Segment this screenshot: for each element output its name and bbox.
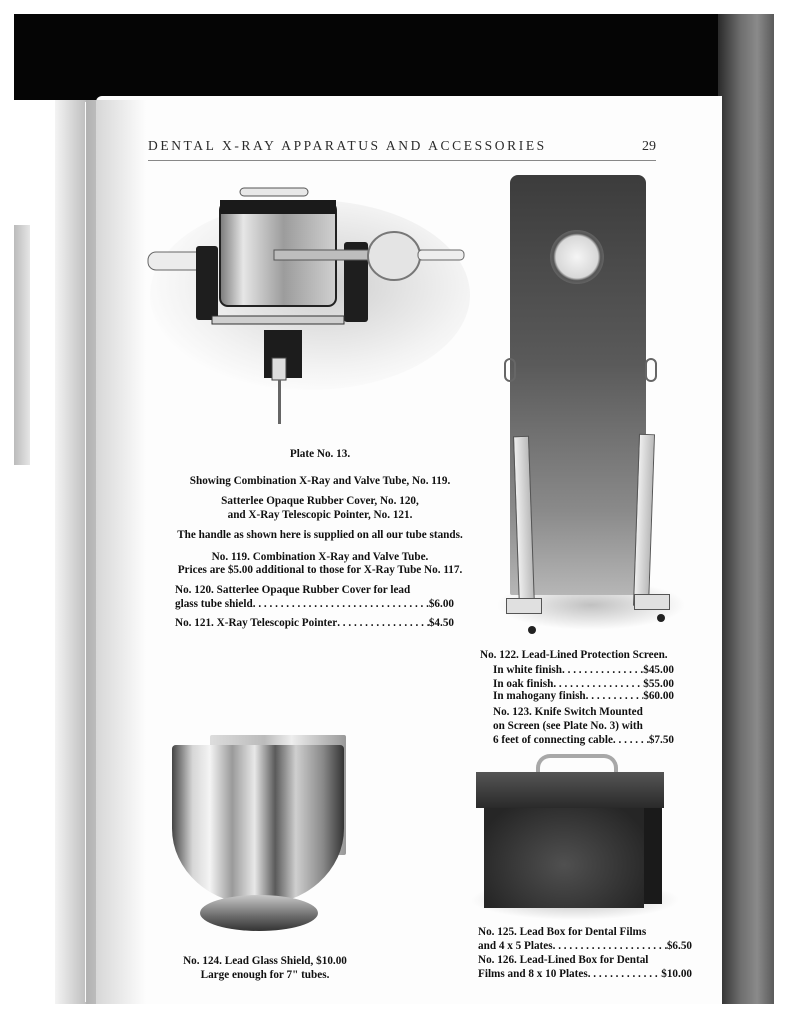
caster-wheel [657,614,665,622]
item-121-label: No. 121. X-Ray Telescopic Pointer [175,617,338,629]
item-120-label: glass tube shield [175,598,253,610]
plate-caption: Plate No. 13. [289,448,351,460]
item-122-title: No. 122. Lead-Lined Protection Screen. [480,649,668,661]
leader-dots [337,616,429,630]
item-120-line-2 [175,597,454,611]
facing-page-strip [14,225,30,465]
item-123-line-1: No. 123. Knife Switch Mounted [493,706,643,718]
handle-note: The handle as shown here is supplied on all our tube stands. [177,529,463,541]
item-125-line-1: No. 125. Lead Box for Dental Films [478,926,647,938]
item-123-label: 6 feet of connecting cable [493,734,613,746]
item-124-line-1: No. 124. Lead Glass Shield, $10.00 [183,955,347,967]
cover-description-line-1: Satterlee Opaque Rubber Cover, No. 120, [221,495,419,507]
item-121-line [175,616,454,630]
screen-foot-left [506,598,542,614]
xray-tube-icon [140,180,480,440]
item-126-label: Films and 8 x 10 Plates [478,968,588,980]
leader-dots [588,967,662,981]
item-125-line-2 [478,939,692,953]
cover-description-line-2: and X-Ray Telescopic Pointer, No. 121. [227,509,413,521]
item-126-line-2 [478,967,692,981]
finish-label: In white finish [493,664,563,676]
item-126-price: $10.00 [661,968,692,980]
box-side [644,808,662,904]
leader-dots [253,597,429,611]
item-123-line-2: on Screen (see Plate No. 3) with [493,720,643,732]
item-121-price: $4.50 [428,617,454,629]
scan-dark-border-top [14,14,774,102]
item-124-line-2: Large enough for 7" tubes. [200,969,330,981]
box-body [484,800,644,908]
item-123-price: $7.50 [648,734,674,746]
scan-dark-border-right [718,14,774,1004]
box-lid [476,772,664,808]
shield-bowl [172,745,344,905]
caster-wheel [528,626,536,634]
plate-showing-line: Showing Combination X-Ray and Valve Tube, No. 119. [189,475,451,487]
finish-price: $55.00 [643,678,674,690]
finish-label: In oak finish [493,678,554,690]
running-header [148,138,656,155]
finish-row-white [493,663,674,677]
finish-price: $45.00 [643,664,674,676]
item-126-line-1: No. 126. Lead-Lined Box for Dental [478,954,649,966]
leader-dots [562,663,643,677]
page-number: 29 [642,139,656,154]
shield-base [200,895,318,931]
screen-handle-right [645,358,657,382]
screen-viewing-window [550,230,604,284]
item-120-line-1: No. 120. Satterlee Opaque Rubber Cover for lead [175,584,411,596]
finish-row-mahogany [493,689,674,703]
item-120-price: $6.00 [428,598,454,610]
item-123-line-3 [493,733,674,747]
leader-dots [586,689,644,703]
item-119-title: No. 119. Combination X-Ray and Valve Tube. [211,551,429,563]
screen-handle-left [504,358,516,382]
screen-foot-right [634,594,670,610]
header-rule [148,160,656,161]
page-curl-shadow [86,100,146,1004]
running-header-title: DENTAL X-RAY APPARATUS AND ACCESSORIES [148,138,547,153]
finish-label: In mahogany finish [493,690,586,702]
item-125-price: $6.50 [666,940,692,952]
xray-tube-illustration [140,180,480,440]
item-119-price-note: Prices are $5.00 additional to those for X-Ray Tube No. 117. [177,564,463,576]
leader-dots [613,733,649,747]
item-125-label: and 4 x 5 Plates [478,940,553,952]
finish-price: $60.00 [643,690,674,702]
leader-dots [553,939,667,953]
